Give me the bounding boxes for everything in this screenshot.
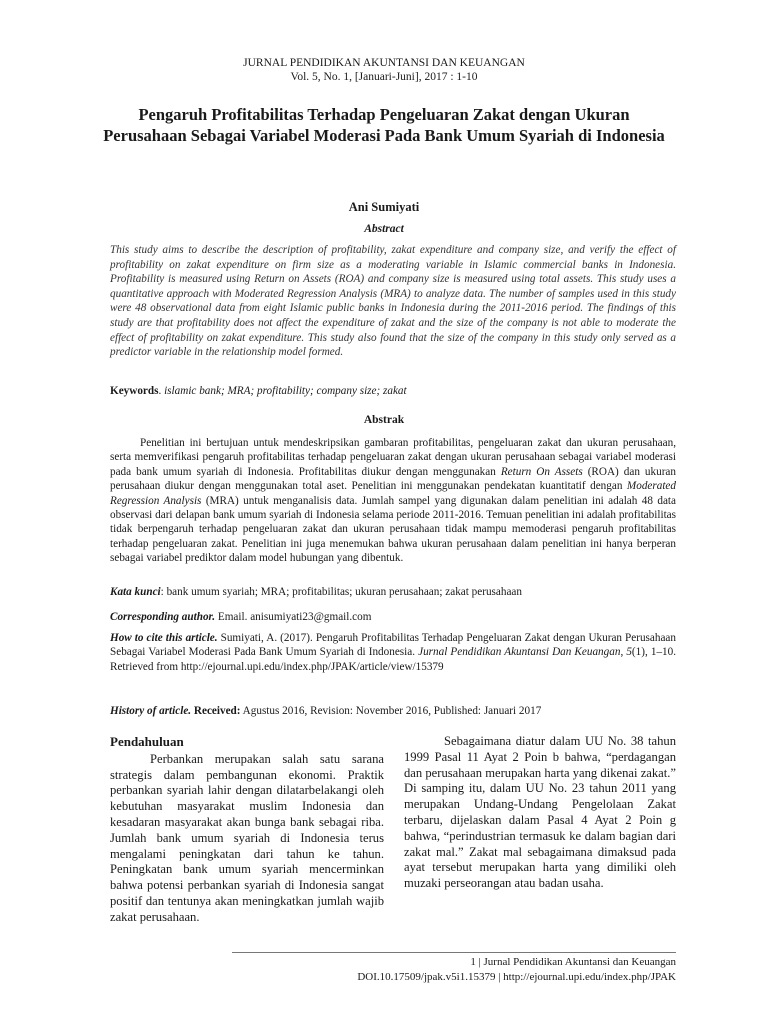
abstrak-part: (ROA) dan ukuran perusahaan diukur dengan menggunakan total aset. Penelitian ini menggunakan pendekatan kuantitatif dengan [110, 465, 676, 493]
abstrak-heading: Abstrak [363, 414, 405, 426]
intro-paragraph-left: Perbankan merupakan salah satu sarana strategis dalam pembangunan ekonomi. Praktik perbankan syariah lahir dengan dilatarbelakangi oleh kebutuhan masyarakat muslim Indonesia dan kesadaran masyarakat akan bunga bank sebagai riba. Jumlah bank umum syariah di Indonesia terus mengalami peningkatan dari tahun ke tahun. Peningkatan bank umum syariah mencerminkan bahwa potensi perbankan syariah di Indonesia sangat positif dan tentunya akan meningkatkan jumlah wajib zakat perusahaan. [110, 751, 384, 924]
abstrak-roa: Return On Assets [500, 465, 583, 478]
citation-volume: 5 [626, 646, 632, 659]
right-column [404, 734, 676, 892]
journal-header [0, 56, 768, 84]
abstract-text: This study aims to describe the description of profitability, zakat expenditure and company size, and verify the effect of profitability on zakat expenditure on firm size as a moderating variable in Islamic commercial banks in Indonesia. Profitability is measured using Return on Assets (ROA) and company size is measured using total assets. This study uses a quantitative approach with Moderated Regression Analysis (MRA) to analyze data. The number of samples used in this study were 48 observational data from eight Islamic public banks in Indonesia during the 2011-2016 period. The findings of this study are that profitability does not affect the expenditure of zakat and the size of the company is not able to moderate the effect of profitability on zakat expenditure. This study also found that the size of the company in this study only served as a predictor variable in the relationship model formed. [110, 244, 676, 359]
citation-text: , [620, 646, 627, 659]
corresponding-email: Email. anisumiyati23@gmail.com [215, 611, 372, 623]
article-history [110, 705, 676, 717]
citation-link: (1), 1–10. Retrieved from http://ejournal.upi.edu/index.php/JPAK/article/view/15379 [110, 646, 677, 673]
journal-name: JURNAL PENDIDIKAN AKUNTANSI DAN KEUANGAN [243, 57, 525, 69]
history-received-label: Received: [191, 705, 241, 717]
abstrak-text [110, 436, 676, 566]
corresponding-author [110, 611, 676, 623]
abstract-heading: Abstract [364, 223, 404, 235]
journal-issue: Vol. 5, No. 1, [Januari-Juni], 2017 : 1-10 [290, 71, 478, 83]
corresponding-label: Corresponding author. [110, 611, 216, 623]
footer-doi: DOI.10.17509/jpak.v5i1.15379 | http://ejournal.upi.edu/index.php/JPAK [357, 970, 676, 983]
keywords-label: Keywords [110, 385, 159, 397]
history-label: History of article. [110, 705, 192, 717]
footer-page-journal: 1 | Jurnal Pendidikan Akuntansi dan Keuangan [470, 956, 676, 968]
citation-label: How to cite this article. [110, 632, 218, 644]
citation-text: Sumiyati, A. (2017). Pengaruh Profitabilitas Terhadap Pengeluaran Zakat dengan Ukuran Perusahaan Sebagai Variabel Moderasi Pada Bank Umum Syariah di Indonesia. [110, 632, 676, 659]
abstrak-mra: Moderated Regression Analysis [110, 480, 676, 507]
keywords-value: islamic bank; MRA; profitability; company size; zakat [164, 385, 407, 397]
footer-divider [232, 952, 676, 953]
kata-kunci-label: Kata kunci [110, 586, 161, 598]
section-heading: Pendahuluan [110, 734, 184, 749]
paper-title: Pengaruh Profitabilitas Terhadap Pengeluaran Zakat dengan Ukuran Perusahaan Sebagai Variabel Moderasi Pada Bank Umum Syariah di Indonesia [103, 105, 665, 145]
kata-kunci [110, 586, 676, 598]
author-name: Ani Sumiyati [348, 200, 420, 214]
left-column [110, 734, 384, 926]
citation-journal: Jurnal Pendidikan Akuntansi Dan Keuangan [418, 646, 621, 659]
kata-kunci-value: : bank umum syariah; MRA; profitabilitas; ukuran perusahaan; zakat perusahaan [160, 586, 522, 598]
history-value: Agustus 2016, Revision: November 2016, Published: Januari 2017 [240, 705, 542, 717]
keywords: Keywords. islamic bank; MRA; profitability; company size; zakat [110, 385, 407, 397]
abstrak-part: (MRA) untuk menganalisis data. Jumlah sampel yang digunakan dalam penelitian ini adalah 48 data observasi dari delapan bank umum syariah di Indonesia selama periode 2011-2016. Temuan penelitian ini adalah profitabilitas tidak berpengaruh terhadap pengeluaran zakat dan ukuran perusahaan tidak mampu memoderasi pengaruh profitabilitas terhadap pengeluaran zakat. Penelitian ini juga menemukan bahwa ukuran perusahaan dalam penelitian ini hanya berperan sebagai variabel prediktor dalam model hubungan yang dibentuk. [110, 494, 676, 565]
page-footer [232, 955, 676, 984]
citation [110, 631, 676, 674]
intro-paragraph-right: Sebagaimana diatur dalam UU No. 38 tahun 1999 Pasal 11 Ayat 2 Poin b bahwa, “perdagangan dan perusahaan merupakan harta yang dikenai zakat.” Di samping itu, dalam UU No. 23 tahun 2011 yang merupakan Undang-Undang Pengelolaan Zakat terbaru, dijelaskan dalam Pasal 4 Ayat 2 Poin g bahwa, “perindustrian termasuk ke dalam bagian dari zakat mal.” Zakat mal sebagaimana dimaksud pada ayat tersebut merupakan harta yang dimiliki oleh muzaki perseorangan atau badan usaha. [404, 734, 676, 891]
abstrak-part: Penelitian ini bertujuan untuk mendeskripsikan gambaran profitabilitas, pengeluaran zakat dan ukuran perusahaan, serta memverifikasi pengaruh profitabilitas terhadap pengeluaran zakat dengan ukuran perusahaan sebagai variabel moderasi pada bank umum syariah di Indonesia. Profitabilitas diukur dengan menggunakan [110, 437, 676, 478]
